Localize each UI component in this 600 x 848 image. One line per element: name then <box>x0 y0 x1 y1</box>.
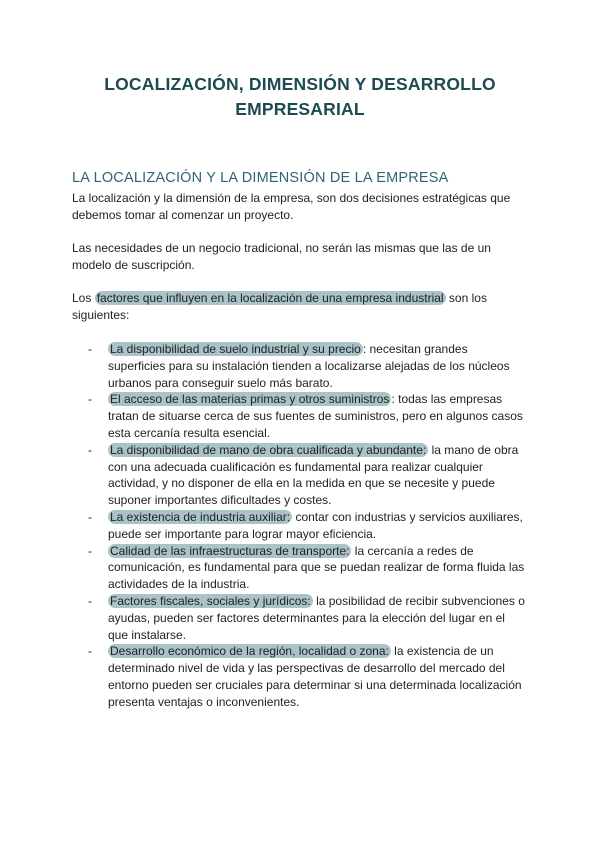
item-text: : necesitan grandes superficies para su instalación tienden a localizarse alejadas de los núcleos urbanos para conseguir suelo más barato. <box>108 342 510 390</box>
item-highlight: Factores fiscales, sociales y jurídicos: <box>110 593 311 608</box>
title-line-1: LOCALIZACIÓN, DIMENSIÓN Y DESARROLLO <box>104 74 496 94</box>
factors-highlight: factores que influyen en la localización de una empresa industrial <box>96 291 444 305</box>
list-bullet: - <box>88 543 92 558</box>
factors-intro-suffix: son los siguientes: <box>72 291 487 322</box>
item-highlight: Calidad de las infraestructuras de transporte: <box>110 543 350 558</box>
paragraph-needs: Las necesidades de un negocio tradicional, no serán las mismas que las de un modelo de suscripción. <box>72 241 491 272</box>
title-line-2: EMPRESARIAL <box>235 99 365 119</box>
item-text: la existencia de un determinado nivel de vida y las perspectivas de desarrollo del mercado del entorno pueden ser cruciales para determinar si una determinada localización presenta ventajas o inconvenientes. <box>108 644 522 709</box>
list-bullet: - <box>88 644 92 659</box>
list-bullet: - <box>88 442 92 457</box>
list-bullet: - <box>88 593 92 608</box>
item-highlight: La disponibilidad de mano de obra cualificada y abundante: <box>110 442 427 457</box>
list-item <box>88 341 528 391</box>
document-title <box>60 72 540 122</box>
item-highlight: El acceso de las materias primas y otros suministros <box>110 392 390 407</box>
item-text: contar con industrias y servicios auxiliares, puede ser importante para lograr mayor eficiencia. <box>108 509 523 541</box>
section-title: LA LOCALIZACIÓN Y LA DIMENSIÓN DE LA EMPRESA <box>72 170 449 186</box>
list-item <box>88 442 528 509</box>
item-text: : todas las empresas tratan de situarse cerca de sus fuentes de suministros, pero en algunos casos esta cercanía resulta esencial. <box>108 392 523 440</box>
item-text: la cercanía a redes de comunicación, es fundamental para que se puedan realizar de forma fluida las actividades de la industria. <box>108 543 525 592</box>
paragraph-factors-intro <box>72 290 532 324</box>
list-item <box>88 509 528 543</box>
item-highlight: La disponibilidad de suelo industrial y su precio <box>110 342 361 356</box>
list-bullet: - <box>88 342 92 356</box>
factors-intro-prefix: Los <box>72 291 92 305</box>
list-item <box>88 391 528 441</box>
item-highlight: Desarrollo económico de la región, localidad o zona: <box>110 644 389 659</box>
item-highlight: La existencia de industria auxiliar: <box>110 509 291 524</box>
list-item <box>88 543 528 593</box>
list-bullet: - <box>88 392 92 407</box>
list-bullet: - <box>88 509 92 524</box>
item-text: la mano de obra con una adecuada cualificación es fundamental para realizar cualquier actividad, y no disponer de ella en la medida en que se necesite y puede suponer importantes dificultades y costes. <box>108 442 519 508</box>
paragraph-intro: La localización y la dimensión de la empresa, son dos decisiones estratégicas que debemos tomar al comenzar un proyecto. <box>72 191 511 222</box>
factors-list <box>88 341 528 711</box>
item-text: la posibilidad de recibir subvenciones o ayudas, pueden ser factores determinantes para la elección del lugar en el que instalarse. <box>108 593 525 642</box>
list-item <box>88 643 528 710</box>
list-item <box>88 593 528 643</box>
